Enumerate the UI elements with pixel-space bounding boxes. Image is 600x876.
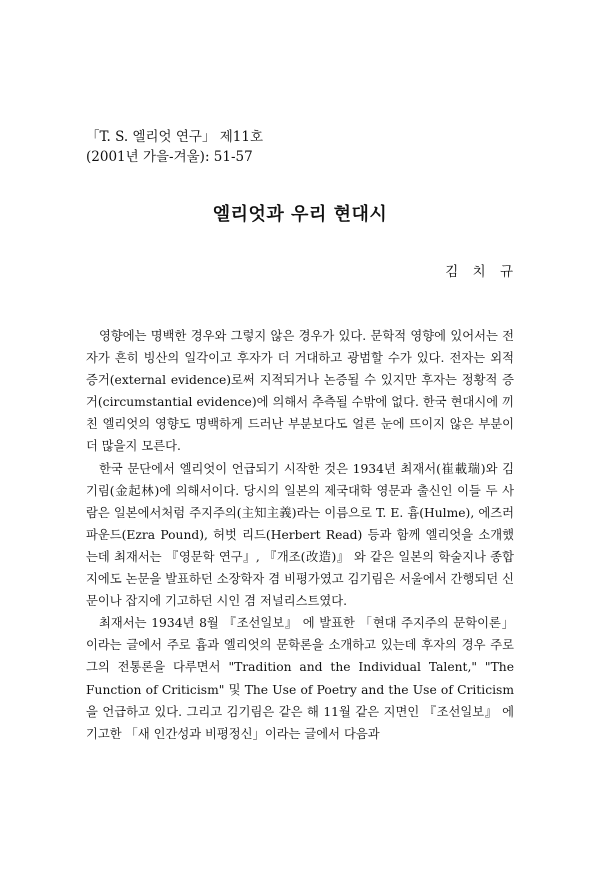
journal-line: 「T. S. 엘리엇 연구」 제11호 (86, 129, 263, 145)
paragraph: 최재서는 1934년 8월 『조선일보』 에 발표한 「현대 주지주의 문학이론」이라는 글에서 주로 흄과 엘리엇의 문학론을 소개하고 있는데 후자의 경우 주로 그의 전통론을 다루면서 "Tradition and the Individual Talent," "The Function of Criticism" 및 The Use of Poetry and the Use of Criticism을 언급하고 있다. 그리고 김기림은 같은 해 11월 같은 지면인 『조선일보』 에 기고한 「새 인간성과 비평정신」이라는 글에서 다음과 (86, 616, 514, 741)
article-author: 김 치 규 (445, 264, 518, 280)
paragraph: 영향에는 명백한 경우와 그렇지 않은 경우가 있다. 문학적 영향에 있어서는 전자가 흔히 빙산의 일각이고 후자가 더 거대하고 광범할 수가 있다. 전자는 외적 증거(external evidence)로써 지적되거나 논증될 수 있지만 후자는 정황적 증거(circumstantial evidence)에 의해서 추측될 수밖에 없다. 한국 현대시에 끼친 엘리엇의 영향도 명백하게 드러난 부분보다도 얼른 눈에 뜨이지 않은 부분이 더 많을지 모른다. (86, 329, 514, 454)
article-title: 엘리엇과 우리 현대시 (212, 204, 388, 225)
issue-line: (2001년 가을-겨울): 51-57 (86, 149, 253, 165)
paragraph: 한국 문단에서 엘리엇이 언급되기 시작한 것은 1934년 최재서(崔載瑞)와 김기림(金起林)에 의해서이다. 당시의 일본의 제국대학 영문과 출신인 이들 두 사람은 일본에서처럼 주지주의(主知主義)라는 이름으로 T. E. 흄(Hulme), 에즈러 파운드(Ezra Pound), 허벗 리드(Herbert Read) 등과 함께 엘리엇을 소개했는데 최재서는 『영문학 연구』, 『개조(改造)』 와 같은 일본의 학술지나 종합지에도 논문을 발표하던 소장학자 겸 비평가였고 김기림은 서울에서 간행되던 신문이나 잡지에 기고하던 시인 겸 저널리스트였다. (86, 461, 514, 609)
journal-info (86, 127, 263, 167)
article-body (86, 325, 514, 745)
